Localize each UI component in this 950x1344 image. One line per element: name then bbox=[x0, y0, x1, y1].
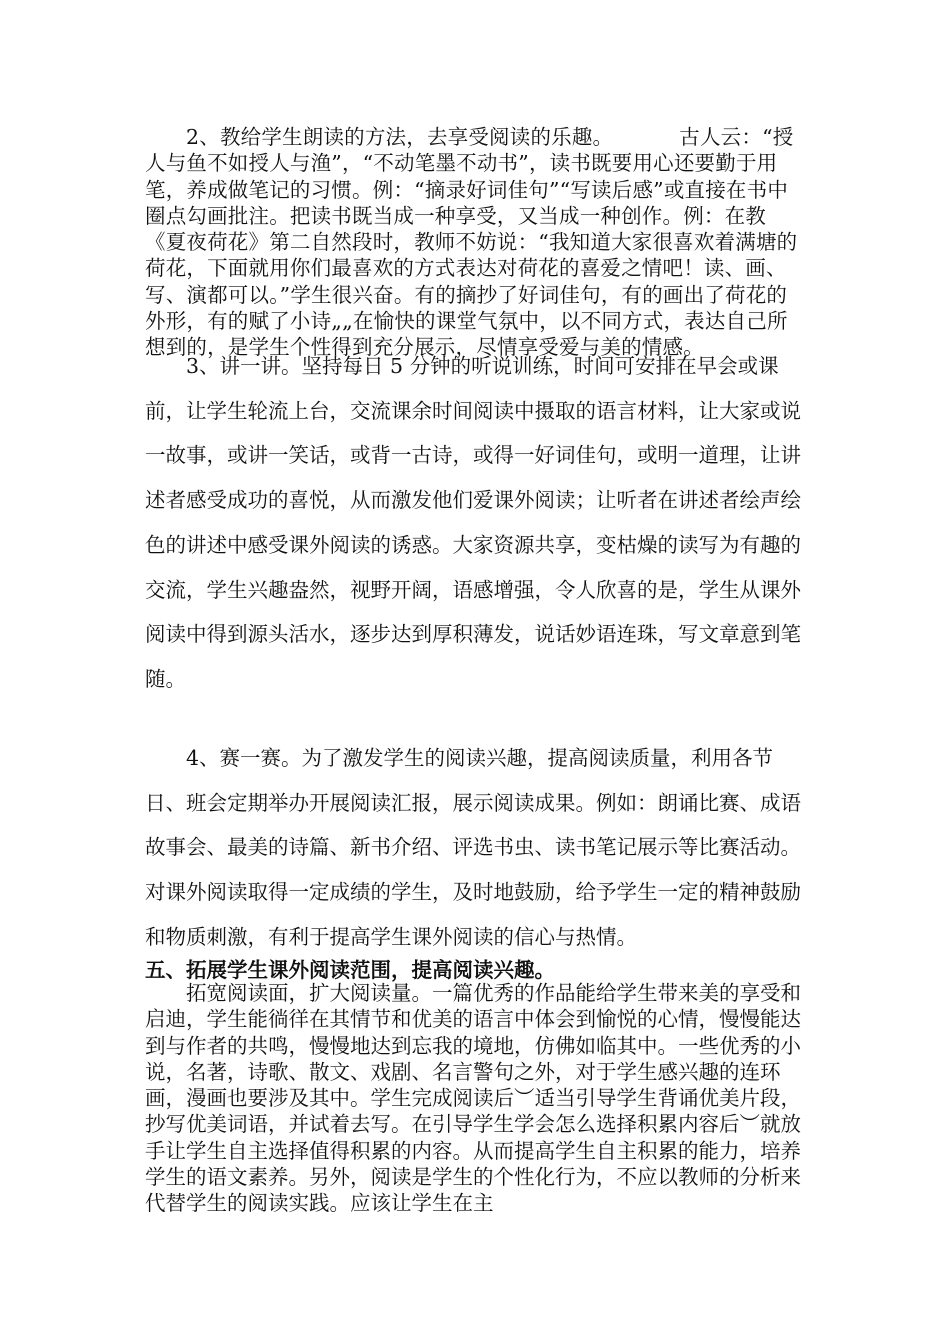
paragraph-reading-method bbox=[145, 124, 805, 361]
paragraph-reading-method-intro: 2、教给学生朗读的方法，去享受阅读的乐趣。 bbox=[186, 125, 614, 149]
paragraph-reading-method-body: “授人与鱼不如授人与渔”，“不动笔墨不动书”，读书既要用心还要勤于用笔，养成做笔记的习惯。例：“摘录好词佳句”“写读后感”或直接在书中圈点勾画批注。把读书既当成一种享受，又当成一种创作。例：在教《夏夜荷花》第二自然段时，教师不妨说：“我知道大家很喜欢着满塘的荷花，下面就用你们最喜欢的方式表达对荷花的喜爱之情吧！读、画、写、演都可以。”学生很兴奋。有的摘抄了好词佳句，有的画出了荷花的外形，有的赋了小诗„„在愉快的课堂气氛中，以不同方式，表达自己所想到的，是学生个性得到充分展示，尽情享受爱与美的情感。 bbox=[145, 125, 798, 360]
paragraph-compete: 4、赛一赛。为了激发学生的阅读兴趣，提高阅读质量，利用各节日、班会定期举办开展阅读汇报，展示阅读成果。例如：朗诵比赛、成语故事会、最美的诗篇、新书介绍、评选书虫、读书笔记展示等比赛活动。对课外阅读取得一定成绩的学生，及时地鼓励，给予学生一定的精神鼓励和物质刺激，有利于提高学生课外阅读的信心与热情。 bbox=[145, 746, 801, 949]
paragraph-expand-reading: 拓宽阅读面，扩大阅读量。一篇优秀的作品能给学生带来美的享受和启迪，学生能徜徉在其情节和优美的语言中体会到愉悦的心情，慢慢能达到与作者的共鸣，慢慢地达到忘我的境地，仿佛如临其中。一些优秀的小说，名著，诗歌、散文、戏剧、名言警句之外，对于学生感兴趣的连环画，漫画也要涉及其中。学生完成阅读后︶适当引导学生背诵优美片段，抄写优美词语，并试着去写。在引导学生学会怎么选择积累内容后︶就放手让学生自主选择值得积累的内容。从而提高学生自主积累的能力，培养学生的语文素养。另外，阅读是学生的个性化行为，不应以教师的分析来代替学生的阅读实践。应该让学生在主 bbox=[145, 981, 801, 1216]
paragraph-speak: 3、讲一讲。坚持每日 5 分钟的听说训练，时间可安排在早会或课前，让学生轮流上台，交流课余时间阅读中摄取的语言材料，让大家或说一故事，或讲一笑话，或背一古诗，或得一好词佳句，或明一道理，让讲述者感受成功的喜悦，从而激发他们爱课外阅读；让听者在讲述者绘声绘色的讲述中感受课外阅读的诱惑。大家资源共享，变枯燥的读写为有趣的交流，学生兴趣盎然，视野开阔，语感增强，令人欣喜的是，学生从课外阅读中得到源头活水，逐步达到厚积薄发，说话妙语连珠，写文章意到笔随。 bbox=[145, 354, 801, 691]
section-heading-five: 五、拓展学生课外阅读范围，提高阅读兴趣。 bbox=[145, 958, 555, 982]
quote-lead: 古人云： bbox=[679, 125, 763, 149]
